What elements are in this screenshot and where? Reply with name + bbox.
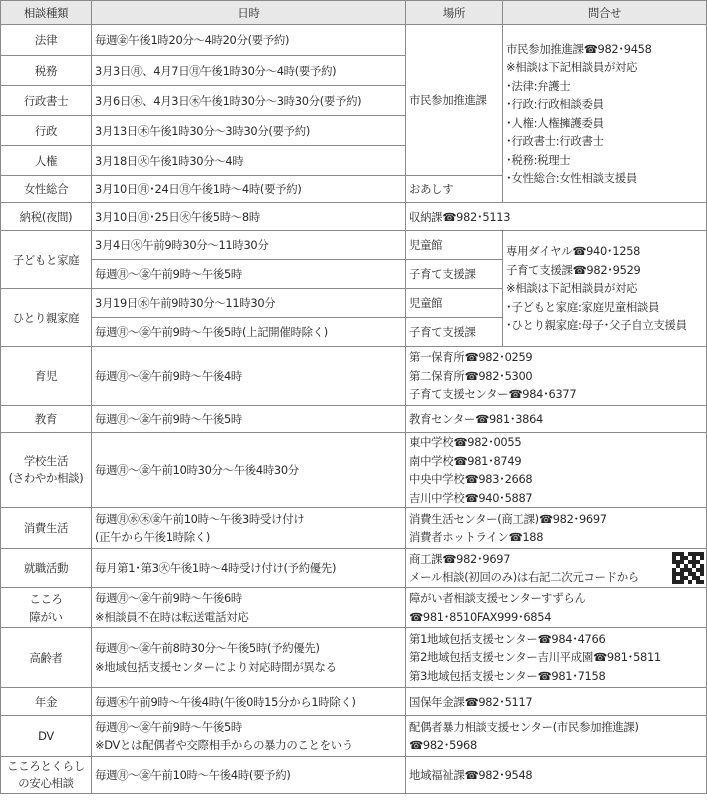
datetime-cell: 毎週㊊～㊎午前9時～午後5時 xyxy=(92,260,406,289)
category-cell: こころとくらし の安心相談 xyxy=(1,757,92,794)
datetime-cell: 毎週㊊～㊎午前10時～午後4時(要予約) xyxy=(92,757,406,794)
datetime-cell: 3月6日㊍、4月3日㊍午後1時30分～3時30分(要予約) xyxy=(92,86,406,116)
place-contact-cell xyxy=(406,549,707,588)
table-row xyxy=(1,203,707,231)
category-cell: DV xyxy=(1,716,92,757)
table-row xyxy=(1,406,707,433)
header-row xyxy=(1,1,707,25)
category-cell: ひとり親家庭 xyxy=(1,289,92,347)
place-cell: おあしす xyxy=(406,176,503,203)
category-cell: 年金 xyxy=(1,688,92,716)
table-row xyxy=(1,588,707,628)
table-row xyxy=(1,433,707,508)
place-contact-cell: 第一保育所☎982･0259 第二保育所☎982･5300 子育て支援センター☎984･6377 xyxy=(406,347,707,406)
table-row xyxy=(1,231,707,260)
place-cell: 児童館 xyxy=(406,231,503,260)
place-cell: 子育て支援課 xyxy=(406,260,503,289)
category-cell: 人権 xyxy=(1,146,92,176)
place-contact-cell: 地域福祉課☎982･9548 xyxy=(406,757,707,794)
place-contact-cell: 第1地域包括支援センター☎984･4766 第2地域包括支援センター吉川平成園☎981･5811 第3地域包括支援センター☎981･7158 xyxy=(406,628,707,688)
table-row xyxy=(1,628,707,688)
datetime-cell: 毎週㊊～㊎午前9時～午後5時(上記開催時除く) xyxy=(92,318,406,347)
datetime-cell: 3月10日㊊･25日㊋午後5時～8時 xyxy=(92,203,406,231)
datetime-cell: 毎週㊊～㊎午前9時～午後5時 xyxy=(92,406,406,433)
category-cell: こころ 障がい xyxy=(1,588,92,628)
table-row xyxy=(1,347,707,406)
datetime-cell: 毎週㊊～㊎午前9時～午後5時 ※DVとは配偶者や交際相手からの暴力のことをいう xyxy=(92,716,406,757)
place-contact-cell: 配偶者暴力相談支援センター(市民参加推進課) ☎982･5968 xyxy=(406,716,707,757)
header-contact: 問合せ xyxy=(503,1,707,25)
place-contact-text: 商工課☎982･9697 メール相談(初回のみ)は右記二次元コードから xyxy=(409,551,639,584)
header-category: 相談種類 xyxy=(1,1,92,25)
place-contact-cell: 国保年金課☎982･5117 xyxy=(406,688,707,716)
category-cell: 就職活動 xyxy=(1,549,92,588)
place-cell: 子育て支援課 xyxy=(406,318,503,347)
datetime-cell: 3月3日㊊、4月7日㊊午後1時30分～4時(要予約) xyxy=(92,56,406,86)
table-row xyxy=(1,508,707,549)
datetime-cell: 3月18日㊋午後1時30分～4時 xyxy=(92,146,406,176)
category-cell: 女性総合 xyxy=(1,176,92,203)
category-cell: 育児 xyxy=(1,347,92,406)
contact-cell: 市民参加推進課☎982･9458 ※相談は下記相談員が対応 ･法律:弁護士 ･行政:行政相談委員 ･人権:人権擁護委員 ･行政書士:行政書士 ･税務:税理士 ･女性総合:女性相談支援員 xyxy=(503,25,707,203)
datetime-cell: 毎週㊊～㊎午前9時～午後6時 ※相談員不在時は転送電話対応 xyxy=(92,588,406,628)
qr-code-icon[interactable] xyxy=(672,552,704,584)
datetime-cell: 毎週㊊㊌㊍㊎午前10時～午後3時受け付け (正午から午後1時除く) xyxy=(92,508,406,549)
place-contact-cell: 障がい者相談支援センターすずらん ☎981･8510FAX999･6854 xyxy=(406,588,707,628)
place-contact-cell: 消費生活センター(商工課)☎982･9697 消費者ホットライン☎188 xyxy=(406,508,707,549)
table-row xyxy=(1,757,707,794)
category-cell: 税務 xyxy=(1,56,92,86)
category-cell: 行政書士 xyxy=(1,86,92,116)
table-row xyxy=(1,716,707,757)
category-cell: 消費生活 xyxy=(1,508,92,549)
datetime-cell: 3月4日㊋午前9時30分～11時30分 xyxy=(92,231,406,260)
table-row xyxy=(1,25,707,56)
place-contact-cell: 東中学校☎982･0055 南中学校☎981･8749 中央中学校☎983･2668 吉川中学校☎940･5887 xyxy=(406,433,707,508)
table-row xyxy=(1,688,707,716)
contact-cell: 専用ダイヤル☎940･1258 子育て支援課☎982･9529 ※相談は下記相談員が対応 ･子どもと家庭:家庭児童相談員 ･ひとり親家庭:母子･父子自立支援員 xyxy=(503,231,707,347)
category-cell: 納税(夜間) xyxy=(1,203,92,231)
place-contact-cell: 収納課☎982･5113 xyxy=(406,203,707,231)
datetime-cell: 毎週㊊～㊎午前8時30分～午後5時(予約優先) ※地域包括支援センターにより対応時間が異なる xyxy=(92,628,406,688)
datetime-cell: 毎週㊍午前9時～午後4時(午後0時15分から1時除く) xyxy=(92,688,406,716)
datetime-cell: 毎週㊊～㊎午前9時～午後4時 xyxy=(92,347,406,406)
place-cell: 児童館 xyxy=(406,289,503,318)
header-datetime: 日時 xyxy=(92,1,406,25)
category-cell: 行政 xyxy=(1,116,92,146)
header-place: 場所 xyxy=(406,1,503,25)
datetime-cell: 毎週㊊～㊎午前10時30分～午後4時30分 xyxy=(92,433,406,508)
category-cell: 学校生活 (さわやか相談) xyxy=(1,433,92,508)
category-cell: 高齢者 xyxy=(1,628,92,688)
datetime-cell: 毎週㊎午後1時20分～4時20分(要予約) xyxy=(92,25,406,56)
place-cell: 市民参加推進課 xyxy=(406,25,503,176)
datetime-cell: 3月10日㊊･24日㊊午後1時～4時(要予約) xyxy=(92,176,406,203)
datetime-cell: 毎月第1･第3㊋午後1時～4時受け付け(予約優先) xyxy=(92,549,406,588)
place-contact-cell: 教育センター☎981･3864 xyxy=(406,406,707,433)
datetime-cell: 3月19日㊌午前9時30分～11時30分 xyxy=(92,289,406,318)
category-cell: 教育 xyxy=(1,406,92,433)
table-row xyxy=(1,549,707,588)
category-cell: 子どもと家庭 xyxy=(1,231,92,289)
category-cell: 法律 xyxy=(1,25,92,56)
datetime-cell: 3月13日㊍午後1時30分～3時30分(要予約) xyxy=(92,116,406,146)
